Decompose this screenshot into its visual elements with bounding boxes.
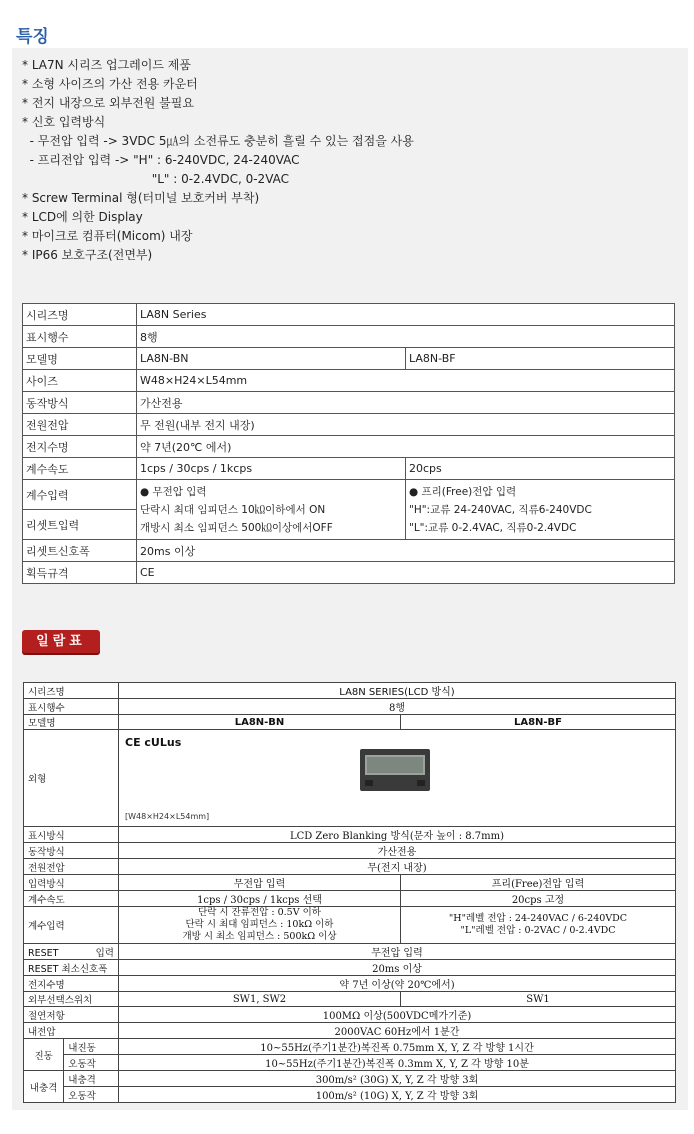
- row-header: 표시행수: [23, 326, 137, 348]
- row-header: 동작방식: [24, 843, 119, 859]
- cell-line: "L"레벨 전압 : 0-2VAC / 0-2.4VDC: [460, 925, 616, 936]
- cell-line: 개방 시 최소 임피던스 : 500kΩ 이상: [182, 931, 337, 942]
- cell: 1cps / 30cps / 1kcps: [137, 458, 406, 480]
- table-row: [24, 1071, 676, 1087]
- row-header: 동작방식: [23, 392, 137, 414]
- row-header: 입력방식: [24, 875, 119, 891]
- dimension-label: [W48×H24×L54mm]: [125, 812, 210, 821]
- input-line: "L":교류 0-2.4VAC, 직류0-2.4VDC: [409, 521, 577, 534]
- feature-item: * 전지 내장으로 외부전원 불필요: [22, 96, 194, 110]
- cell: 약 7년 이상(약 20℃에서): [119, 976, 676, 992]
- cell: LA8N-BN: [137, 348, 406, 370]
- row-header: 전지수명: [23, 436, 137, 458]
- table-row: [24, 859, 676, 875]
- table-row: [24, 944, 676, 960]
- cell: 10~55Hz(주기1분간)복진폭 0.75mm X, Y, Z 각 방향 1시간: [119, 1039, 676, 1055]
- summary-table: [23, 682, 676, 1103]
- feature-item: * LCD에 의한 Display: [22, 210, 143, 224]
- table-row: [24, 730, 676, 827]
- input-line: "H":교류 24-240VAC, 직류6-240VDC: [409, 503, 592, 516]
- table-row: [24, 875, 676, 891]
- row-header: 계수입력: [23, 480, 137, 510]
- row-header: 계수입력: [24, 907, 119, 944]
- cell: 20cps 고정: [401, 891, 676, 907]
- row-header: 외형: [24, 730, 119, 827]
- feature-item: - 프리전압 입력 -> "H" : 6-240VDC, 24-240VAC: [22, 153, 300, 167]
- cell: 10~55Hz(주기1분간)복진폭 0.3mm X, Y, Z 각 방향 10분: [119, 1055, 676, 1071]
- cell: LA8N-BF: [401, 715, 676, 730]
- row-header: 표시방식: [24, 827, 119, 843]
- cell: 300m/s² (30G) X, Y, Z 각 방향 3회: [119, 1071, 676, 1087]
- table-row: [24, 1087, 676, 1103]
- row-header: 전원전압: [23, 414, 137, 436]
- row-header: 획득규격: [23, 562, 137, 584]
- cell: SW1, SW2: [119, 992, 401, 1007]
- cell: 100m/s² (10G) X, Y, Z 각 방향 3회: [119, 1087, 676, 1103]
- cell: 20ms 이상: [119, 960, 676, 976]
- cell: 1cps / 30cps / 1kcps 선택: [119, 891, 401, 907]
- table-row: [24, 1007, 676, 1023]
- cell: 2000VAC 60Hz에서 1분간: [119, 1023, 676, 1039]
- table-row: [24, 699, 676, 715]
- table-row: [23, 370, 675, 392]
- row-header: 표시행수: [24, 699, 119, 715]
- row-header: 절연저항: [24, 1007, 119, 1023]
- table-row: [24, 715, 676, 730]
- table-row: [24, 1055, 676, 1071]
- cell: 무전압 입력: [119, 875, 401, 891]
- cell: LA8N SERIES(LCD 방식): [119, 683, 676, 699]
- cell-line: 단락 시 잔류전압 : 0.5V 이하: [198, 907, 321, 918]
- spec-table: [22, 303, 675, 584]
- list-badge: 일람표: [22, 630, 100, 653]
- input-line: 개방시 최소 임피던스 500㏀이상에서OFF: [140, 521, 333, 534]
- table-row: [23, 540, 675, 562]
- cell: 8행: [137, 326, 675, 348]
- table-row: [23, 458, 675, 480]
- row-header: 모델명: [23, 348, 137, 370]
- cell: [119, 730, 676, 827]
- cell: [137, 480, 406, 540]
- feature-item: * IP66 보호구조(전면부): [22, 248, 153, 262]
- row-header: 사이즈: [23, 370, 137, 392]
- cell-line: "H"레벨 전압 : 24-240VAC / 6-240VDC: [448, 913, 628, 924]
- input-line: ● 프리(Free)전압 입력: [409, 485, 517, 498]
- table-row: [24, 843, 676, 859]
- section-title: 특징: [16, 27, 49, 47]
- cell: [406, 480, 675, 540]
- table-row: [23, 392, 675, 414]
- counter-device-image: [359, 746, 431, 792]
- row-subheader: 내진동: [64, 1039, 119, 1055]
- feature-item: * 소형 사이즈의 가산 전용 카운터: [22, 77, 198, 91]
- cell: 20ms 이상: [137, 540, 675, 562]
- row-header: 내충격: [24, 1071, 64, 1103]
- input-line: 단락시 최대 임피던스 10㏀이하에서 ON: [140, 503, 326, 516]
- table-row: [23, 562, 675, 584]
- table-row: [24, 827, 676, 843]
- feature-list: [22, 56, 414, 265]
- feature-item: * 마이크로 컴퓨터(Micom) 내장: [22, 229, 193, 243]
- table-row: [24, 992, 676, 1007]
- cell: LA8N-BF: [406, 348, 675, 370]
- cell: 약 7년(20℃ 에서): [137, 436, 675, 458]
- cell: 100MΩ 이상(500VDC메가기준): [119, 1007, 676, 1023]
- table-row: [23, 414, 675, 436]
- table-row: [23, 326, 675, 348]
- row-header: 계수속도: [23, 458, 137, 480]
- cell: 무(전지 내장): [119, 859, 676, 875]
- row-header: 내전압: [24, 1023, 119, 1039]
- row-header: 시리즈명: [24, 683, 119, 699]
- cell: 20cps: [406, 458, 675, 480]
- row-header: RESET 최소신호폭: [24, 960, 119, 976]
- feature-item: * 신호 입력방식: [22, 115, 106, 129]
- cell: 8행: [119, 699, 676, 715]
- table-row: [23, 436, 675, 458]
- cell: [119, 907, 401, 944]
- feature-item: * LA7N 시리즈 업그레이드 제품: [22, 58, 191, 72]
- row-header: 계수속도: [24, 891, 119, 907]
- row-header: 전원전압: [24, 859, 119, 875]
- table-row: [23, 348, 675, 370]
- cell: LA8N-BN: [119, 715, 401, 730]
- table-row: [24, 976, 676, 992]
- row-subheader: 내충격: [64, 1071, 119, 1087]
- row-header: 전지수명: [24, 976, 119, 992]
- row-header: 리셋트입력: [23, 510, 137, 540]
- cell: 가산전용: [137, 392, 675, 414]
- table-row: [24, 907, 676, 944]
- cell: 무 전원(내부 전지 내장): [137, 414, 675, 436]
- cell: 가산전용: [119, 843, 676, 859]
- table-row: [23, 480, 675, 510]
- table-row: [24, 683, 676, 699]
- cell: LA8N Series: [137, 304, 675, 326]
- input-line: ● 무전압 입력: [140, 485, 207, 498]
- cell: LCD Zero Blanking 방식(문자 높이 : 8.7mm): [119, 827, 676, 843]
- table-row: [24, 891, 676, 907]
- cell: 프리(Free)전압 입력: [401, 875, 676, 891]
- cell-line: 단락 시 최대 임피던스 : 10kΩ 이하: [185, 919, 334, 930]
- row-header: 리셋트신호폭: [23, 540, 137, 562]
- feature-item: - 무전압 입력 -> 3VDC 5㎂의 소전류도 충분히 흘릴 수 있는 접점을 사용: [22, 134, 414, 148]
- row-header: 시리즈명: [23, 304, 137, 326]
- cell: 무전압 입력: [119, 944, 676, 960]
- row-subheader: 오동작: [64, 1055, 119, 1071]
- row-header: RESET 입력: [24, 944, 119, 960]
- table-row: [24, 1039, 676, 1055]
- table-row: [23, 304, 675, 326]
- row-header: 외부선택스위치: [24, 992, 119, 1007]
- row-subheader: 오동작: [64, 1087, 119, 1103]
- exterior-view: [119, 730, 675, 826]
- cell: SW1: [401, 992, 676, 1007]
- certification-marks: CE cULus: [125, 736, 182, 749]
- cell: [401, 907, 676, 944]
- cell: CE: [137, 562, 675, 584]
- table-row: [24, 1023, 676, 1039]
- feature-item: "L" : 0-2.4VDC, 0-2VAC: [22, 172, 290, 186]
- table-row: [24, 960, 676, 976]
- row-header: 진동: [24, 1039, 64, 1071]
- feature-item: * Screw Terminal 형(터미널 보호커버 부착): [22, 191, 260, 205]
- row-header: 모델명: [24, 715, 119, 730]
- cell: W48×H24×L54mm: [137, 370, 675, 392]
